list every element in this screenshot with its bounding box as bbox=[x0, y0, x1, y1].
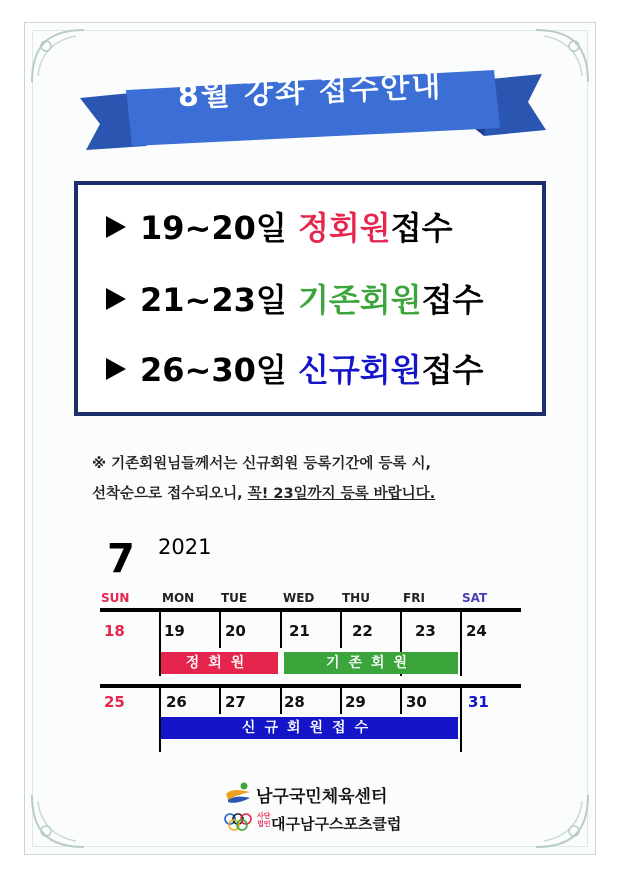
notice-line-2-prefix: 선착순으로 접수되오니, bbox=[92, 486, 248, 502]
weekday-wed: WED bbox=[283, 591, 315, 605]
corner-ornament-icon bbox=[532, 791, 592, 851]
period-bar-existing-members: 기존회원 bbox=[284, 652, 458, 674]
period-bar-regular-members: 정회원 bbox=[161, 652, 278, 674]
period-bar-new-members: 신규회원접수 bbox=[161, 717, 458, 739]
calendar-month: 7 bbox=[107, 536, 135, 582]
calendar-date: 22 bbox=[352, 622, 373, 640]
weekday-tue: TUE bbox=[221, 591, 248, 605]
calendar-divider bbox=[340, 612, 342, 648]
schedule-suffix: 접수 bbox=[421, 351, 484, 389]
registration-schedule-box bbox=[74, 181, 546, 416]
calendar-date: 30 bbox=[406, 693, 427, 711]
corner-ornament-icon bbox=[28, 791, 88, 851]
weekday-sun: SUN bbox=[101, 591, 130, 605]
play-arrow-icon bbox=[106, 216, 126, 238]
notice-line-2 bbox=[92, 482, 435, 503]
calendar-year: 2021 bbox=[158, 535, 212, 559]
calendar-date: 20 bbox=[225, 622, 246, 640]
sports-center-logo-icon bbox=[224, 782, 252, 804]
calendar-rule bbox=[100, 684, 521, 688]
calendar-date: 18 bbox=[104, 622, 125, 640]
sports-center-name: 남구국민체육센터 bbox=[256, 787, 388, 807]
calendar-date: 31 bbox=[468, 693, 489, 711]
schedule-row bbox=[106, 203, 453, 249]
notice-line-1: ※ 기존회원님들께서는 신규회원 등록기간에 등록 시, bbox=[92, 456, 431, 472]
schedule-suffix: 접수 bbox=[390, 209, 453, 247]
calendar-date: 23 bbox=[415, 622, 436, 640]
corporation-badge: 사단 법인 bbox=[257, 812, 271, 828]
calendar-date: 26 bbox=[166, 693, 187, 711]
schedule-row bbox=[106, 275, 483, 321]
schedule-row bbox=[106, 345, 483, 391]
play-arrow-icon bbox=[106, 358, 126, 380]
notice-deadline: 꼭! 23일까지 등록 바랍니다. bbox=[247, 486, 436, 502]
calendar-date: 29 bbox=[345, 693, 366, 711]
schedule-target: 정회원 bbox=[297, 209, 391, 247]
calendar-divider bbox=[400, 688, 402, 714]
calendar-date: 19 bbox=[164, 622, 185, 640]
calendar-divider bbox=[460, 612, 462, 676]
weekday-sat: SAT bbox=[462, 591, 488, 605]
schedule-dates: 19~20일 bbox=[140, 209, 298, 247]
weekday-fri: FRI bbox=[403, 591, 425, 605]
schedule-target: 기존회원 bbox=[297, 281, 422, 319]
schedule-suffix: 접수 bbox=[421, 281, 484, 319]
calendar-rule bbox=[100, 608, 521, 612]
calendar-date: 24 bbox=[466, 622, 487, 640]
calendar-divider bbox=[460, 688, 462, 752]
calendar-divider bbox=[219, 688, 221, 714]
calendar-divider bbox=[219, 612, 221, 648]
calendar-date: 27 bbox=[225, 693, 246, 711]
weekday-thu: THU bbox=[342, 591, 370, 605]
olympic-rings-icon bbox=[222, 810, 254, 834]
banner-title: 8월 강좌 접수안내 bbox=[177, 68, 444, 115]
sports-club-name: 대구남구스포츠클럽 bbox=[271, 815, 402, 833]
schedule-dates: 26~30일 bbox=[140, 351, 298, 389]
calendar-date: 28 bbox=[284, 693, 305, 711]
play-arrow-icon bbox=[106, 288, 126, 310]
schedule-dates: 21~23일 bbox=[140, 281, 298, 319]
calendar-date: 21 bbox=[289, 622, 310, 640]
schedule-target: 신규회원 bbox=[297, 351, 422, 389]
calendar-date: 25 bbox=[104, 693, 125, 711]
weekday-mon: MON bbox=[162, 591, 195, 605]
calendar-divider bbox=[340, 688, 342, 714]
calendar-divider bbox=[280, 688, 282, 714]
calendar-divider bbox=[280, 612, 282, 648]
